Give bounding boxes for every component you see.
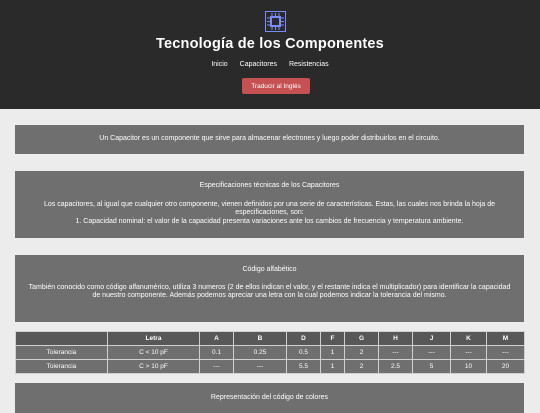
- table-header-cell: K: [451, 332, 487, 346]
- table-cell: ---: [451, 346, 487, 360]
- specs-text: [27, 201, 512, 227]
- intro-text: Un Capacitor es un componente que sirve para almacenar electrones y luego poder distribuirlos en el circuito.: [99, 135, 440, 142]
- main-nav: [0, 61, 540, 68]
- specs-line-2: 1. Capacidad nominal: el valor de la capacidad presenta variaciones ante los cambios de frecuencia y temperatura ambiente.: [75, 217, 464, 225]
- table-cell: ---: [234, 360, 287, 374]
- color-code-section: [15, 383, 524, 413]
- table-header-cell: H: [379, 332, 413, 346]
- table-cell: Tolerancia: [16, 360, 108, 374]
- nav-link-resistencias[interactable]: Resistencias: [288, 61, 329, 68]
- table-header-cell: G: [345, 332, 379, 346]
- table-header-cell: M: [487, 332, 525, 346]
- specs-line-1: Los capacitores, al igual que cualquier otro componente, vienen definidos por una serie de características. Estas, las cuales nos brinda la hoja de especificaciones, son:: [44, 200, 495, 216]
- table-cell: 0.1: [200, 346, 234, 360]
- table-cell: C < 10 pF: [108, 346, 200, 360]
- table-cell: ---: [487, 346, 525, 360]
- table-cell: 1: [321, 346, 345, 360]
- table-cell: 2: [345, 360, 379, 374]
- table-cell: ---: [379, 346, 413, 360]
- table-cell: 2.5: [379, 360, 413, 374]
- intro-section: [15, 125, 524, 154]
- table-cell: 0.5: [287, 346, 321, 360]
- nav-link-capacitores[interactable]: Capacitores: [239, 61, 277, 68]
- table-row: [16, 360, 525, 374]
- table-header-cell: A: [200, 332, 234, 346]
- alpha-code-text: También conocido como código alfanumérico, utiliza 3 numeros (2 de ellos indican el valor, y el restante indica el multiplicador) para identificar la capacidad de nuestro componente. Además podemos apreciar una letra con la cual podemos indicar la tolerancia del mismo.: [28, 283, 511, 299]
- table-header-cell: B: [234, 332, 287, 346]
- chip-icon: [265, 11, 286, 32]
- color-code-heading: Representación del código de colores: [210, 394, 329, 401]
- table-cell: ---: [200, 360, 234, 374]
- tolerance-table: [15, 331, 525, 374]
- table-header-cell: [16, 332, 108, 346]
- nav-link-inicio[interactable]: Inicio: [211, 61, 228, 68]
- specs-section: [15, 171, 524, 238]
- alpha-code-section: [15, 255, 524, 322]
- table-cell: 1: [321, 360, 345, 374]
- table-cell: ---: [413, 346, 451, 360]
- translate-button[interactable]: Traducir al Inglés: [242, 78, 310, 94]
- table-cell: Tolerancia: [16, 346, 108, 360]
- table-cell: 20: [487, 360, 525, 374]
- alpha-code-heading: Código alfabético: [242, 266, 297, 273]
- table-cell: 0.25: [234, 346, 287, 360]
- table-cell: C > 10 pF: [108, 360, 200, 374]
- table-header-cell: D: [287, 332, 321, 346]
- site-header: [0, 0, 540, 109]
- table-header-cell: J: [413, 332, 451, 346]
- table-cell: 5: [413, 360, 451, 374]
- table-row: [16, 346, 525, 360]
- table-header-cell: F: [321, 332, 345, 346]
- page-title: Tecnología de los Componentes: [156, 36, 384, 52]
- table-cell: 2: [345, 346, 379, 360]
- table-header-row: [16, 332, 525, 346]
- specs-heading: Especificaciones técnicas de los Capacitores: [199, 182, 340, 189]
- table-cell: 5.5: [287, 360, 321, 374]
- table-cell: 10: [451, 360, 487, 374]
- table-header-cell: Letra: [108, 332, 200, 346]
